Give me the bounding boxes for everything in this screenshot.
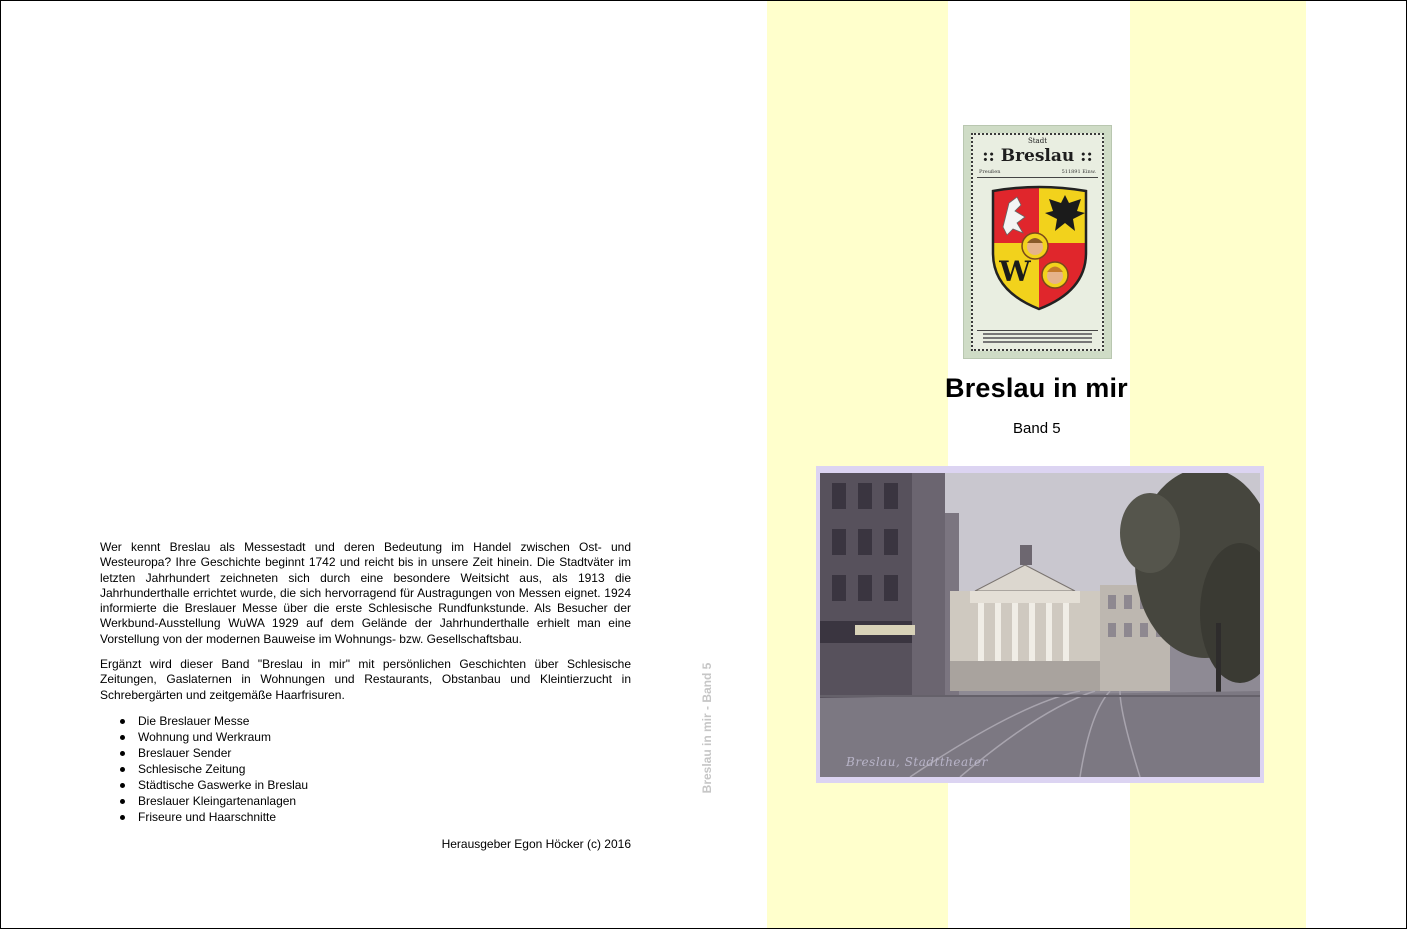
yellow-band-left [767, 1, 948, 928]
topic-list [100, 713, 631, 825]
stamp-population: 511891 Einw. [1061, 169, 1096, 175]
stamp-border [971, 133, 1104, 351]
stamp-city-name: :: Breslau :: [982, 146, 1093, 166]
stamp-stadt-label: Stadt [1027, 137, 1048, 145]
stamp-footer-text [977, 330, 1098, 347]
theatre-photo-icon [820, 473, 1260, 777]
svg-text:W: W [999, 255, 1031, 288]
coat-of-arms-icon [987, 183, 1092, 313]
topic-item: Breslauer Kleingartenanlagen [138, 793, 631, 809]
blurb-paragraph-1: Wer kennt Breslau als Messestadt und deren Bedeutung im Handel zwischen Ost- und Westeuropa? Ihre Geschichte beginnt 1742 und reicht bis in unsere Zeit hinein. Die Stadtväter im letzten Jahrhundert zeichneten sich durch eine besondere Weitsicht aus, als 1913 die Jahrhunderthalle errichtet wurde, die sich hervorragend für Austragungen von Messen eignet. 1924 informierte die Breslauer Messe über die erste Schlesische Rundfunkstunde. Als Besucher der Werkbund-Ausstellung WuWA 1929 auf dem Gelände der Jahrhunderthalle erhielt man eine Vorstellung von der modernen Bauweise im Wohnungs- bzw. Gesellschaftsbau. [100, 540, 631, 646]
stamp-divider [977, 177, 1098, 178]
postcard-caption: Breslau, Stadttheater [846, 755, 988, 769]
topic-item: Städtische Gaswerke in Breslau [138, 777, 631, 793]
topic-item: Wohnung und Werkraum [138, 729, 631, 745]
publisher-line: Herausgeber Egon Höcker (c) 2016 [441, 836, 631, 851]
stamp-info-row [979, 169, 1096, 175]
topic-item: Breslauer Sender [138, 745, 631, 761]
topic-item: Schlesische Zeitung [138, 761, 631, 777]
spine-text: Breslau in mir - Band 5 [700, 662, 714, 794]
coat-of-arms-stamp [964, 126, 1111, 358]
book-title: Breslau in mir [945, 373, 1128, 403]
back-cover-blurb [100, 540, 631, 852]
book-volume: Band 5 [1013, 420, 1061, 437]
topic-item: Die Breslauer Messe [138, 713, 631, 729]
topic-item: Friseure und Haarschnitte [138, 809, 631, 825]
blurb-paragraph-2: Ergänzt wird dieser Band "Breslau in mir" mit persönlichen Geschichten über Schlesische Zeitungen, Gaslaternen in Wohnungen und Restaurants, Obstanbau und Kleintierzucht in Schrebergärten und zeitgemäße Haarfrisuren. [100, 657, 631, 702]
yellow-band-right [1130, 1, 1306, 928]
stamp-state: Preußen [979, 169, 1001, 175]
postcard-image [816, 466, 1264, 783]
